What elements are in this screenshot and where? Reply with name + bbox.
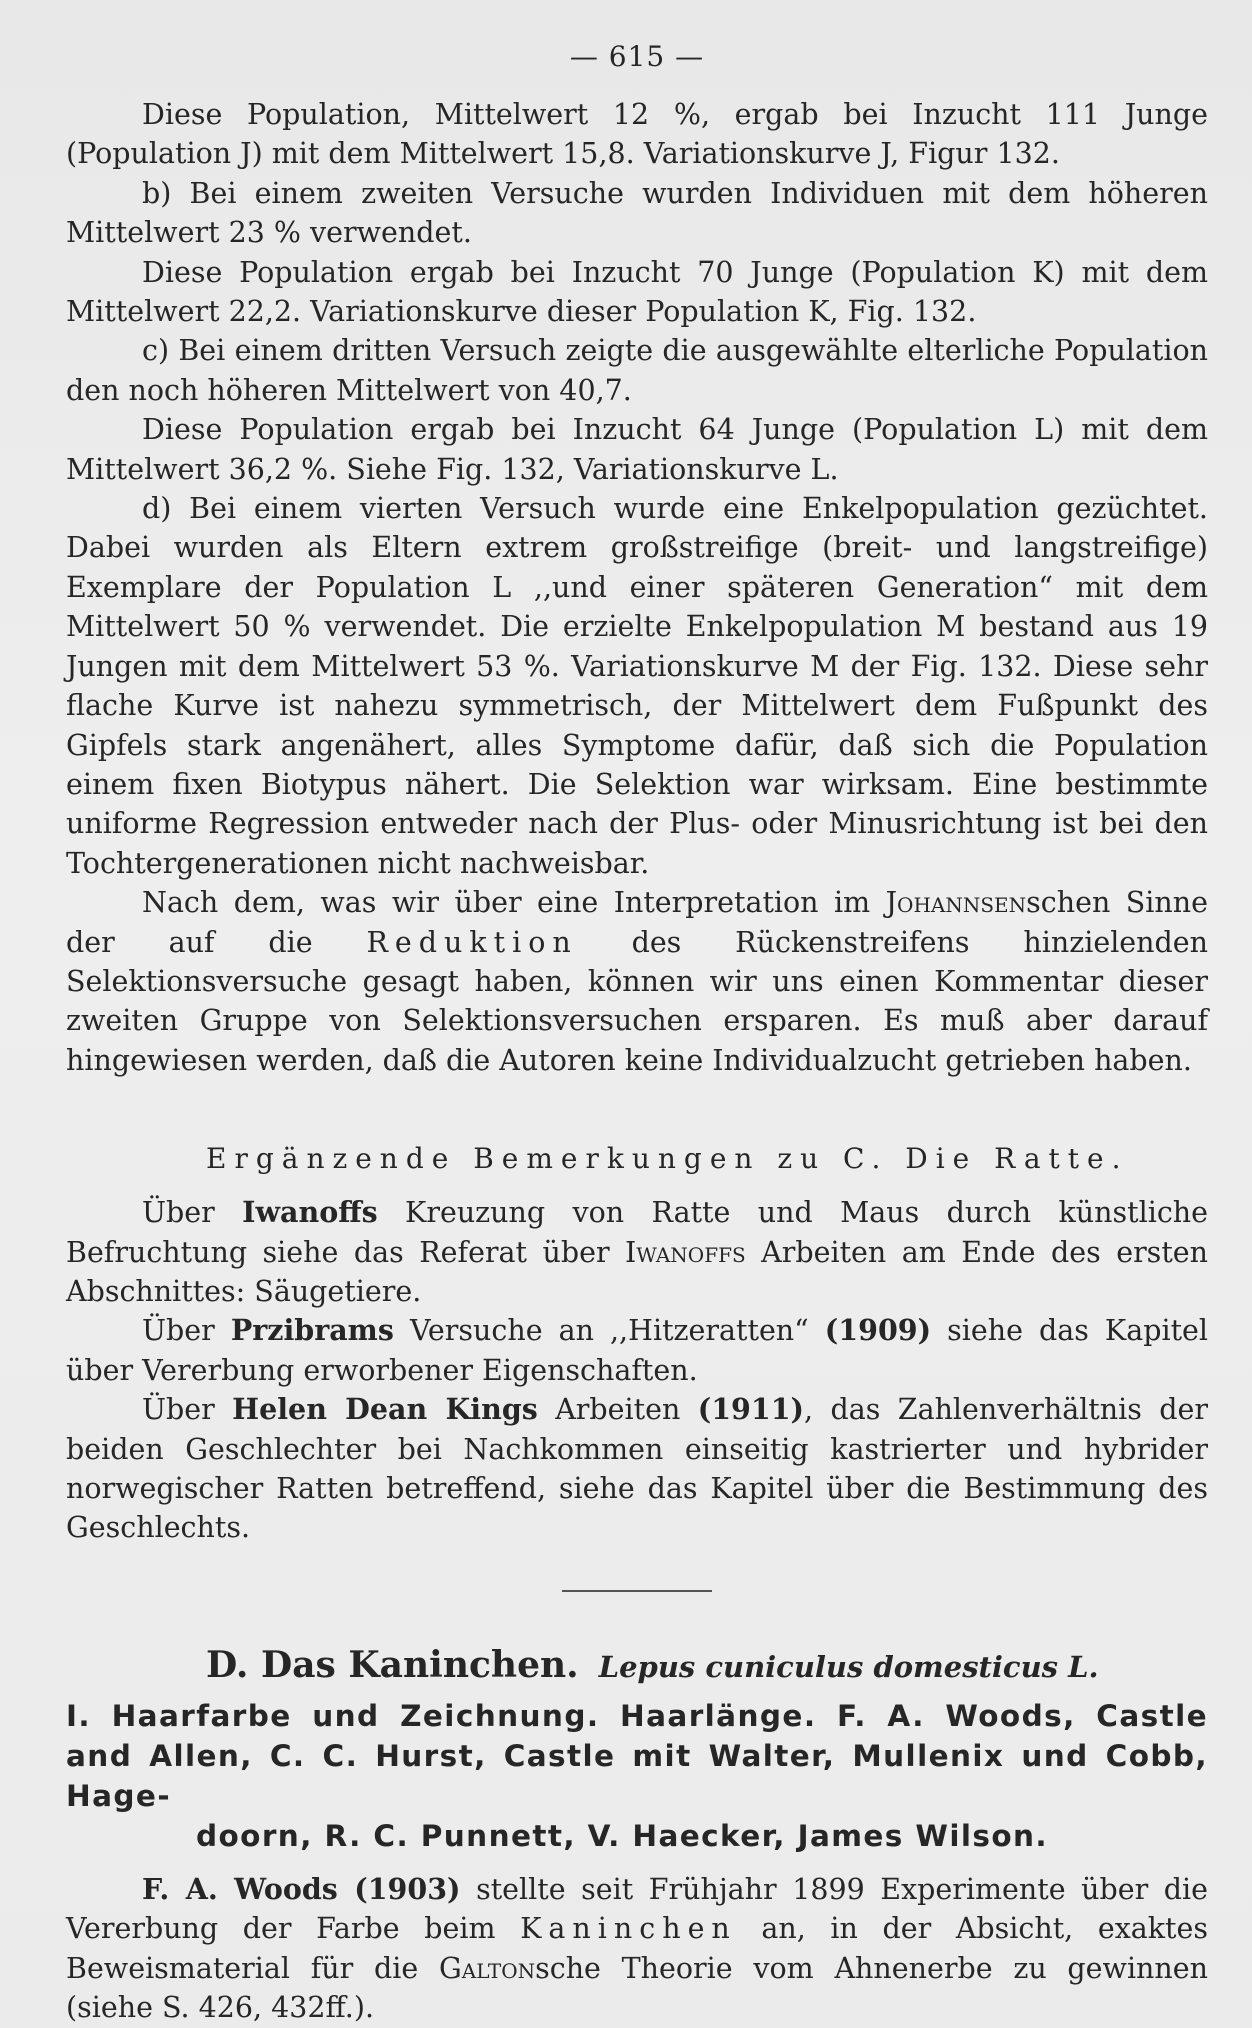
paragraph-iwanoff [66,1193,1208,1311]
author-name-przibram: Przibrams [230,1313,394,1348]
subheading-ratte: Ergänzende Bemerkungen zu C. Die Ratte. [206,1142,1129,1176]
text-segment: Nach dem, was wir über eine Interpretation im [142,886,886,920]
paragraph-population-k: Diese Population ergab bei Inzucht 70 Junge (Population K) mit dem Mittelwert 22,2. Variationskurve dieser Population K, Fig. 132. [66,255,1208,329]
text-segment: des Rückenstreifens hinzielenden Selektionsversuche gesagt haben, können wir uns einen Kommentar dieser zweiten Gruppe von Selektionsversuchen ersparen. Es muß aber darauf hingewiesen werden, daß die Autoren keine Individualzucht getrieben haben. [66,925,1208,1077]
paragraph-population-l: Diese Population ergab bei Inzucht 64 Junge (Population L) mit dem Mittelwert 36,2 %. Siehe Fig. 132, Variationskurve L. [66,413,1208,486]
emphasized-word-reduktion: Reduktion [366,925,578,959]
text-segment: Versuche an ,,Hitzeratten“ [393,1314,825,1348]
paragraph-third-experiment: c) Bei einem dritten Versuch zeigte die ausgewählte elterliche Population den noch höheren Mittelwert von 40,7. [66,334,1208,407]
section-title-text: D. Das Kaninchen. [206,1643,579,1686]
subtitle-line-2: doorn, R. C. Punnett, V. Haecker, James Wilson. [196,1818,1049,1853]
latin-name: Lepus cuniculus domesticus L. [598,1649,1099,1684]
author-name-king: Helen Dean Kings [232,1392,538,1427]
author-name-iwanoff: Iwanoffs [242,1195,378,1230]
author-name-iwanoff-sc: Iwanoffs [625,1235,746,1269]
subtitle-line-1: I. Haarfarbe und Zeichnung. Haarlänge. F. A. Woods, Castle and Allen, C. C. Hurst, Castle mit Walter, Mullenix und Cobb, Hage- [66,1698,1208,1813]
text-segment: Über [142,1314,231,1348]
text-segment: Arbeiten am Ende des ersten Abschnittes: Säugetiere. [66,1235,1208,1308]
paragraph-fourth-experiment: d) Bei einem vierten Versuch wurde eine Enkelpopulation gezüchtet. Dabei wurden als Eltern extrem großstreifige (breit- und langstreifige) Exemplare der Population L ,,und einer späteren Generation“ mit dem Mittelwert 50 % verwendet. Die erzielte Enkelpopulation M bestand aus 19 Jungen mit dem Mittelwert 53 %. Variationskurve M der Fig. 132. Diese sehr flache Kurve ist nahezu symmetrisch, der Mittelwert dem Fußpunkt des Gipfels stark angenähert, alles Symptome dafür, daß sich die Population einem fixen Biotypus nähert. Die Selektion war wirksam. Eine bestimmte uniforme Regression entweder nach der Plus- oder Minusrichtung ist bei den Tochtergenerationen nicht nachweisbar. [66,492,1208,880]
text-segment: Kreuzung von Ratte und Maus durch künstliche Befruchtung siehe das Referat über [66,1196,1209,1269]
author-name-galton: Galton [439,1951,536,1985]
author-name-johannsen: Johannsen [885,886,1027,920]
section-divider [562,1590,712,1592]
text-segment: Über [142,1196,243,1230]
paragraph-population-j: Diese Population, Mittelwert 12 %, ergab bei Inzucht 111 Junge (Population J) mit dem Mittelwert 15,8. Variationskurve J, Figur 132. [66,98,1208,171]
paragraph-przibram [66,1311,1208,1390]
chapter-subtitle [66,1696,1208,1856]
text-segment: schen Sinne der auf die [66,886,1208,959]
paragraph-johannsen-interpretation [66,883,1208,1080]
year-1911: (1911) [697,1392,805,1427]
text-segment: sche Theorie vom Ahnenerbe zu gewinnen (siehe S. 426, 432ff.). [66,1951,1208,2025]
text-segment: an, in der Absicht, exaktes Beweismaterial für die [66,1912,1208,1985]
paragraph-second-experiment: b) Bei einem zweiten Versuche wurden Individuen mit dem höheren Mittelwert 23 % verwendet. [66,176,1208,250]
text-segment: stellte seit Frühjahr 1899 Experimente über die Vererbung der Farbe beim [66,1872,1208,1946]
text-segment: Über [142,1393,233,1427]
paragraph-helen-dean-king [66,1390,1208,1548]
emphasized-word-kaninchen: Kaninchen [520,1912,737,1946]
text-segment: Arbeiten [537,1393,698,1427]
section-title [206,1644,1208,1686]
text-segment: siehe das Kapitel über Vererbung erworbener Eigenschaften. [66,1314,1209,1387]
page-number: — 615 — [569,40,705,73]
paragraph-woods [66,1870,1208,2028]
text-segment: , das Zahlenverhältnis der beiden Geschlechter bei Nachkommen einseitig kastrierter und hybrider norwegischer Ratten betreffend, siehe das Kapitel über die Bestimmung des Geschlechts. [66,1393,1209,1545]
author-name-woods: F. A. Woods (1903) [142,1871,461,1906]
year-1909: (1909) [824,1313,932,1348]
